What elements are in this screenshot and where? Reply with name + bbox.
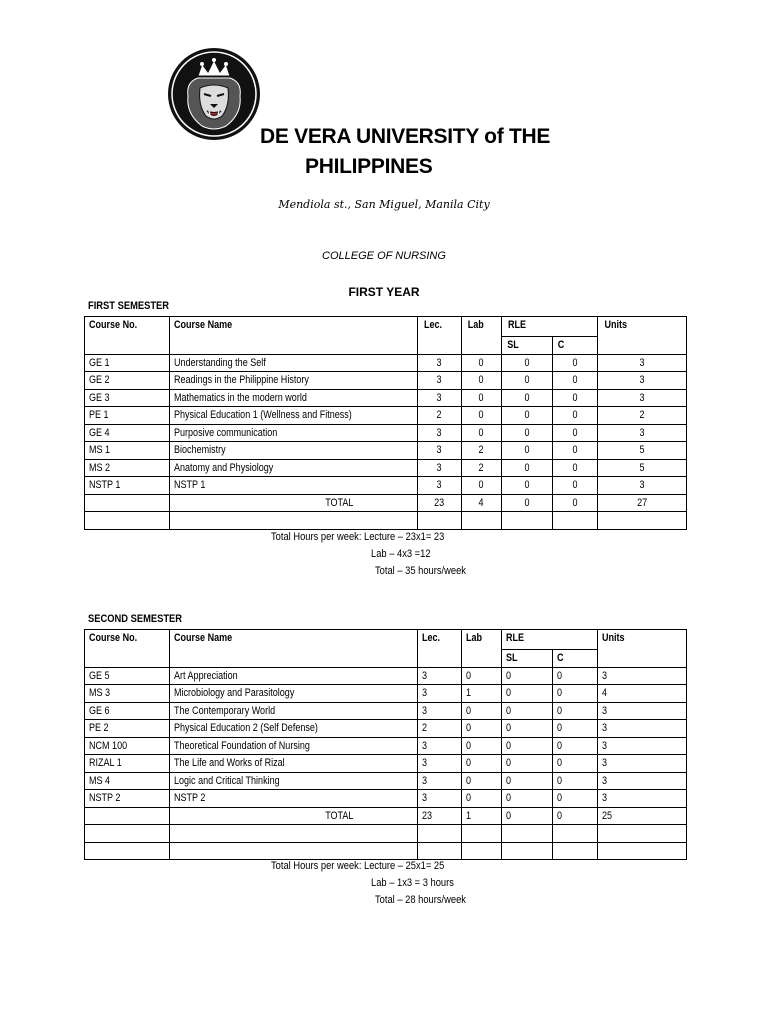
cell-lab: 2 [462,459,502,477]
cell-c: 0 [553,459,598,477]
cell-units: 5 [598,459,687,477]
cell-name: Microbiology and Parasitology [170,685,418,703]
cell-sl: 0 [502,407,553,425]
cell-name: NSTP 1 [170,477,418,495]
total-lab: 1 [462,807,502,825]
cell-name: Physical Education 2 (Self Defense) [170,720,418,738]
blank-row [85,825,687,843]
total-blank-cell [85,494,170,512]
blank-cell [502,512,553,530]
cell-lab: 0 [462,372,502,390]
table-row [85,424,687,442]
blank-cell [598,512,687,530]
col-rle: RLE [502,630,598,650]
blank-row [85,842,687,860]
cell-no: MS 1 [85,442,170,460]
cell-name: Logic and Critical Thinking [170,772,418,790]
cell-no: GE 2 [85,372,170,390]
cell-units: 3 [598,477,687,495]
cell-c: 0 [553,737,598,755]
col-units: Units [598,630,687,668]
cell-c: 0 [553,667,598,685]
total-units: 27 [598,494,687,512]
table-row [85,755,687,773]
cell-name: The Contemporary World [170,702,418,720]
cell-sl: 0 [502,424,553,442]
total-sl: 0 [502,494,553,512]
hours-line-2: Lab – 1x3 = 3 hours [371,877,454,889]
cell-lec: 3 [418,477,462,495]
cell-lab: 0 [462,389,502,407]
cell-sl: 0 [502,667,553,685]
first-semester-table [84,316,687,530]
total-row [85,494,687,512]
cell-lec: 3 [418,424,462,442]
cell-sl: 0 [502,477,553,495]
cell-lab: 2 [462,442,502,460]
lion-crown-icon [166,46,262,142]
total-lec: 23 [418,494,462,512]
cell-sl: 0 [502,720,553,738]
table-row [85,685,687,703]
table-row [85,407,687,425]
cell-no: PE 2 [85,720,170,738]
cell-lec: 3 [418,667,462,685]
hours-line-2: Lab – 4x3 =12 [371,548,431,560]
cell-units: 2 [598,407,687,425]
blank-cell [418,825,462,843]
cell-no: GE 6 [85,702,170,720]
table-row [85,772,687,790]
cell-c: 0 [553,685,598,703]
first-semester-hours-total [375,563,482,580]
cell-name: Mathematics in the modern world [170,389,418,407]
blank-cell [170,842,418,860]
col-sl: SL [502,650,553,668]
blank-cell [85,842,170,860]
cell-no: NCM 100 [85,737,170,755]
cell-units: 3 [598,354,687,372]
col-course-no: Course No. [85,630,170,668]
cell-units: 3 [598,790,687,808]
first-semester-body [85,354,687,529]
cell-lec: 3 [418,737,462,755]
blank-row [85,512,687,530]
cell-c: 0 [553,755,598,773]
total-label: TOTAL [170,807,418,825]
cell-no: NSTP 2 [85,790,170,808]
second-semester-hours-lab [371,875,469,892]
second-semester-hours-total [375,892,482,909]
cell-c: 0 [553,442,598,460]
cell-no: RIZAL 1 [85,755,170,773]
total-sl: 0 [502,807,553,825]
cell-units: 3 [598,372,687,390]
cell-name: Purposive communication [170,424,418,442]
cell-sl: 0 [502,459,553,477]
blank-cell [85,825,170,843]
cell-c: 0 [553,424,598,442]
blank-cell [502,842,553,860]
col-rle: RLE [502,317,598,337]
cell-no: PE 1 [85,407,170,425]
second-semester-hours [271,858,475,875]
first-semester-hours [271,529,475,546]
cell-no: GE 3 [85,389,170,407]
cell-sl: 0 [502,790,553,808]
cell-units: 3 [598,389,687,407]
cell-lec: 3 [418,354,462,372]
col-course-name: Course Name [170,630,418,668]
blank-cell [598,842,687,860]
total-c: 0 [553,807,598,825]
cell-no: NSTP 1 [85,477,170,495]
cell-lab: 0 [462,772,502,790]
cell-c: 0 [553,389,598,407]
cell-lab: 0 [462,667,502,685]
blank-cell [598,825,687,843]
cell-name: Anatomy and Physiology [170,459,418,477]
university-title-line1: DE VERA UNIVERSITY of THE [260,125,551,148]
year-heading: FIRST YEAR [348,285,420,299]
cell-name: Understanding the Self [170,354,418,372]
cell-c: 0 [553,477,598,495]
cell-lec: 2 [418,407,462,425]
col-lec: Lec. [418,317,462,355]
cell-lec: 3 [418,442,462,460]
blank-cell [418,842,462,860]
cell-lab: 0 [462,702,502,720]
total-lec: 23 [418,807,462,825]
second-semester-body [85,667,687,860]
hours-line-1: Total Hours per week: Lecture – 23x1= 23 [271,531,445,543]
blank-cell [502,825,553,843]
hours-line-3: Total – 28 hours/week [375,894,466,906]
cell-name: Art Appreciation [170,667,418,685]
cell-c: 0 [553,372,598,390]
cell-no: GE 5 [85,667,170,685]
cell-units: 3 [598,772,687,790]
blank-cell [553,512,598,530]
col-lab: Lab [462,630,502,668]
table-row [85,354,687,372]
blank-cell [462,512,502,530]
table-header-row [85,630,687,650]
blank-cell [553,842,598,860]
table-row [85,389,687,407]
cell-lec: 3 [418,389,462,407]
university-title-line2: PHILIPPINES [305,155,433,178]
university-logo [166,46,262,142]
cell-name: Physical Education 1 (Wellness and Fitness) [170,407,418,425]
col-units: Units [598,317,687,355]
cell-sl: 0 [502,389,553,407]
cell-lab: 0 [462,755,502,773]
blank-cell [553,825,598,843]
cell-units: 3 [598,702,687,720]
cell-lec: 3 [418,459,462,477]
cell-name: The Life and Works of Rizal [170,755,418,773]
cell-c: 0 [553,772,598,790]
second-semester-label: SECOND SEMESTER [88,613,183,625]
cell-lec: 3 [418,372,462,390]
first-semester-label: FIRST SEMESTER [88,300,170,312]
cell-sl: 0 [502,372,553,390]
blank-cell [170,825,418,843]
cell-units: 3 [598,720,687,738]
cell-c: 0 [553,720,598,738]
table-row [85,667,687,685]
cell-name: NSTP 2 [170,790,418,808]
table-row [85,790,687,808]
cell-sl: 0 [502,737,553,755]
cell-units: 5 [598,442,687,460]
cell-lab: 0 [462,354,502,372]
cell-sl: 0 [502,354,553,372]
cell-lab: 0 [462,737,502,755]
table-row [85,459,687,477]
cell-sl: 0 [502,755,553,773]
blank-cell [462,825,502,843]
cell-no: GE 1 [85,354,170,372]
total-label: TOTAL [170,494,418,512]
college-name: COLLEGE OF NURSING [322,250,446,262]
cell-no: GE 4 [85,424,170,442]
blank-cell [418,512,462,530]
cell-lec: 3 [418,772,462,790]
cell-units: 3 [598,737,687,755]
cell-lab: 1 [462,685,502,703]
table-header-row [85,317,687,337]
col-course-no: Course No. [85,317,170,355]
cell-lab: 0 [462,790,502,808]
table-row [85,442,687,460]
first-semester-hours-lab [371,546,441,563]
cell-no: MS 4 [85,772,170,790]
university-address: Mendiola st., San Miguel, Manila City [278,198,490,211]
cell-lec: 3 [418,702,462,720]
total-blank-cell [85,807,170,825]
cell-sl: 0 [502,442,553,460]
cell-units: 4 [598,685,687,703]
cell-sl: 0 [502,772,553,790]
cell-c: 0 [553,790,598,808]
cell-lab: 0 [462,477,502,495]
total-c: 0 [553,494,598,512]
table-row [85,372,687,390]
cell-lec: 3 [418,790,462,808]
university-title [260,122,550,182]
blank-cell [85,512,170,530]
table-row [85,702,687,720]
cell-c: 0 [553,354,598,372]
col-lab: Lab [462,317,502,355]
col-sl: SL [502,337,553,355]
cell-lab: 0 [462,720,502,738]
cell-lab: 0 [462,424,502,442]
cell-lec: 3 [418,755,462,773]
cell-sl: 0 [502,702,553,720]
cell-lec: 2 [418,720,462,738]
cell-c: 0 [553,407,598,425]
table-row [85,477,687,495]
hours-line-1: Total Hours per week: Lecture – 25x1= 25 [271,860,445,872]
table-row [85,737,687,755]
cell-name: Theoretical Foundation of Nursing [170,737,418,755]
col-c: C [553,337,598,355]
cell-no: MS 3 [85,685,170,703]
cell-units: 3 [598,424,687,442]
cell-units: 3 [598,755,687,773]
total-row [85,807,687,825]
table-row [85,720,687,738]
blank-cell [462,842,502,860]
cell-c: 0 [553,702,598,720]
col-c: C [553,650,598,668]
cell-lab: 0 [462,407,502,425]
hours-line-3: Total – 35 hours/week [375,565,466,577]
cell-lec: 3 [418,685,462,703]
col-lec: Lec. [418,630,462,668]
second-semester-table [84,629,687,860]
total-units: 25 [598,807,687,825]
cell-units: 3 [598,667,687,685]
cell-name: Biochemistry [170,442,418,460]
col-course-name: Course Name [170,317,418,355]
cell-no: MS 2 [85,459,170,477]
cell-name: Readings in the Philippine History [170,372,418,390]
total-lab: 4 [462,494,502,512]
blank-cell [170,512,418,530]
cell-sl: 0 [502,685,553,703]
